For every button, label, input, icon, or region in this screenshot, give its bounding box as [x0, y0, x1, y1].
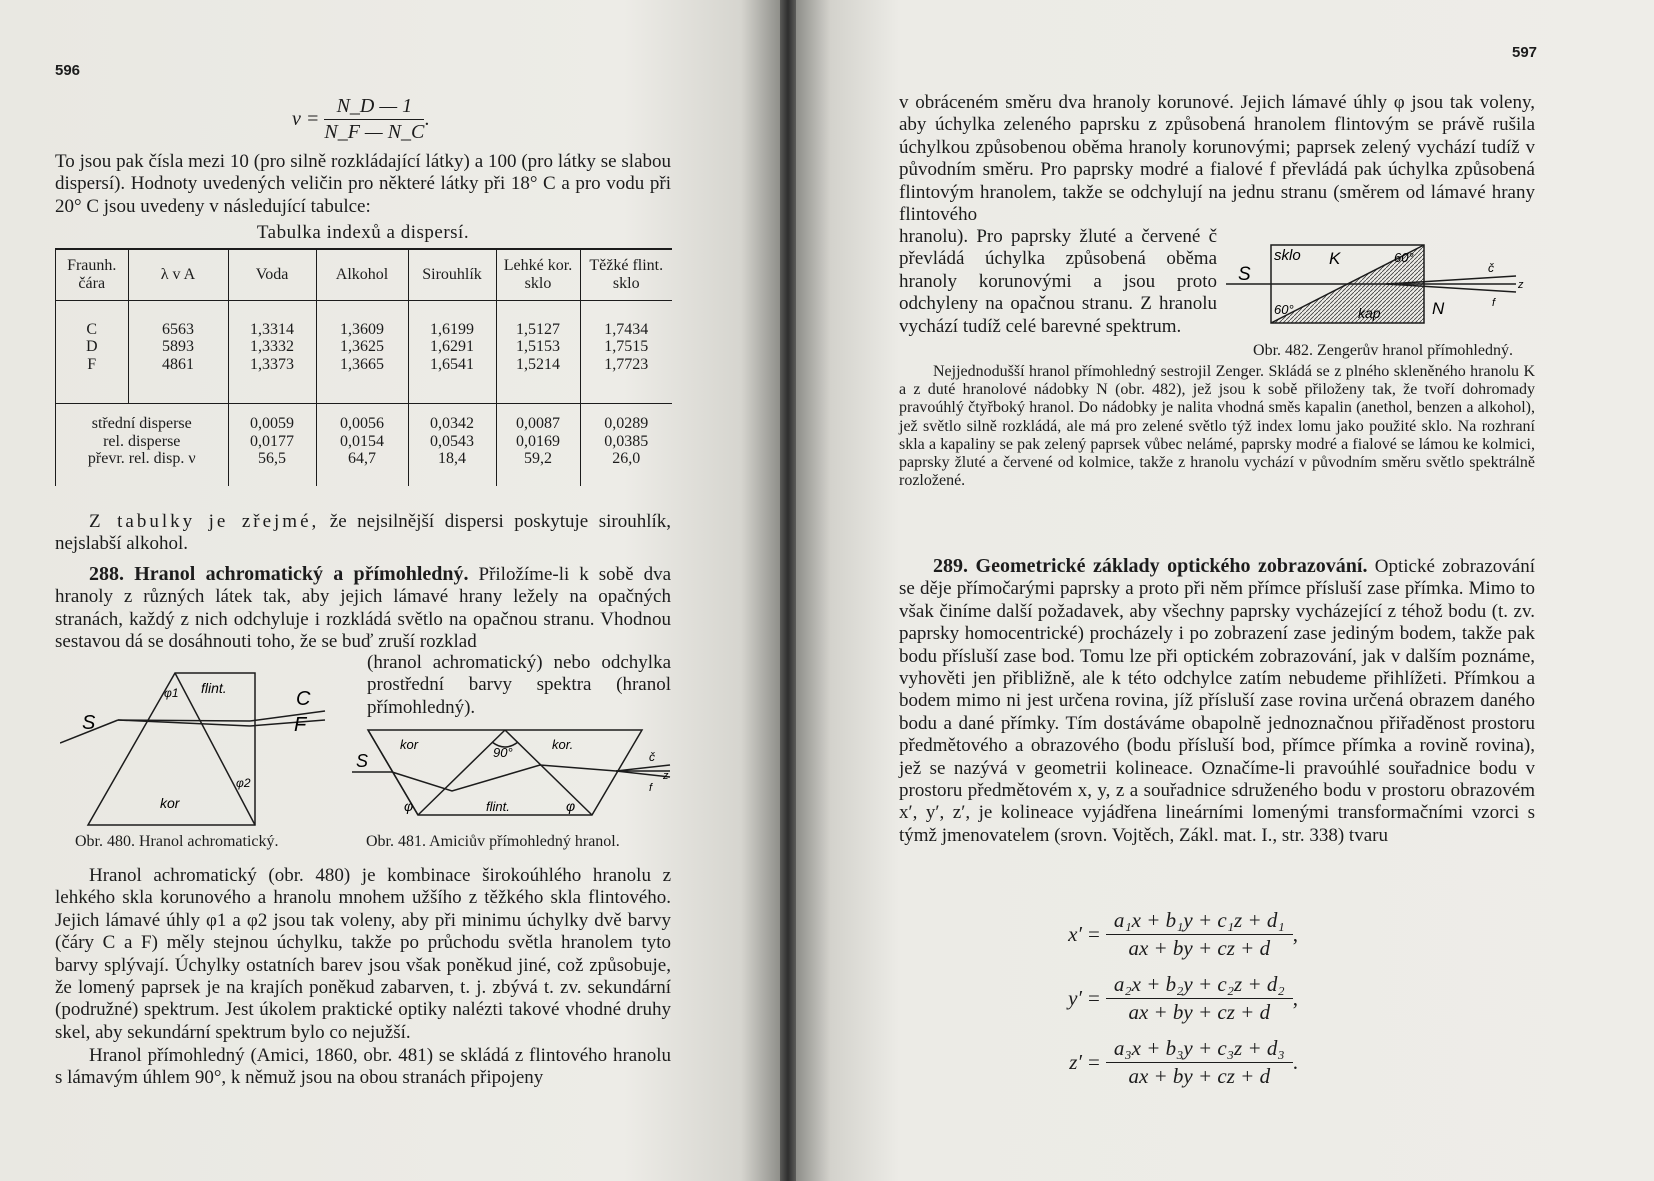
- formula-end: .: [424, 108, 430, 130]
- paragraph-achromatic: Hranol achromatický (obr. 480) je kombinace širokoúhlého hranolu z lehkého skla korunového a hranolu mnohem užšího z těžkého skla flintového. Jejich lámavé úhly φ1 a φ2 jsou tak voleny, aby při minimu úchylky dvě barvy (čáry C a F) měly stejnou úchylku, takže po průchodu světla hranolem tyto barvy splývají. Úchylky ostatních barev jsou však poněkud jiné, což způsobuje, že lomený paprsek je na krajích poněkud zabarven, t. j. zbývá t. zv. sekundární (podružné) spektrum. Jest úkolem praktické optiky nalézti takové vhodné druhy skel, aby sekundární spektrum bylo co nejužší.: [55, 865, 671, 1043]
- equation-lhs: x′: [1068, 922, 1082, 946]
- label-phi-left: φ: [404, 798, 414, 814]
- table-cell: 1,3665: [316, 356, 408, 374]
- intro-paragraph: To jsou pak čísla mezi 10 (pro silně rozkládající látky) a 100 (pro látky se slabou dispersí). Hodnoty uvedených veličin pro některé látky při 18° C a pro vodu při 20° C jsou uvedeny v následující tabulce:: [55, 151, 671, 217]
- formula-denominator: N_F — N_C: [324, 121, 425, 143]
- equation-numerator: a₂x + b₂y + c₂z + d₂: [1106, 972, 1293, 999]
- table-header-row: [56, 250, 672, 301]
- table-cell: 0,0385: [580, 433, 672, 451]
- paragraph-continue: v obráceném směru dva hranoly korunové. Jejich lámavé úhly φ jsou tak voleny, aby úchylka zeleného paprsku z způsobená hranolem flintovým se právě rušila úchylkou způsobenou oběma hranoly korunovými; paprsek zelený vychází tudíž v původním směru. Pro paprsky modré a fialové f převládá pak úchylka způsobená flintovým hranolem, takže se odchylují na jednu stranu (směrem od lámavé hrany flintového: [899, 92, 1535, 226]
- label-60-bottom: 60°: [1274, 302, 1294, 317]
- right-page: [796, 0, 1654, 1181]
- page-number: 597: [1512, 44, 1538, 61]
- label-z: z: [1518, 279, 1524, 291]
- label-phi-right: φ: [566, 798, 576, 814]
- label-f: f: [649, 782, 653, 794]
- table-cell: 0,0177: [228, 433, 316, 451]
- ray-path: [392, 765, 616, 791]
- paragraph-continue-narrow: hranolu). Pro paprsky žluté a červené č převládá úchylka způsobená oběma hranoly korunovými a jsou proto odchyleny na opačnou stranu. Z hranolu vychází tudíž celé barevné spektrum.: [899, 226, 1217, 337]
- table-cell: 1,6541: [408, 356, 496, 374]
- table-cell: 0,0087: [496, 415, 580, 433]
- table-cell: 0,0056: [316, 415, 408, 433]
- ray-c: [250, 711, 325, 721]
- section-288: [55, 563, 671, 654]
- section-289-heading: 289. Geometrické základy optického zobrazování.: [933, 555, 1368, 577]
- dispersion-table: [55, 248, 672, 486]
- table-cell: 56,5: [228, 450, 316, 468]
- table-conclusion: [55, 511, 671, 556]
- equation-lhs: y′: [1068, 986, 1082, 1010]
- label-glass: sklo: [1274, 247, 1301, 264]
- table-cell: 0,0169: [496, 433, 580, 451]
- table-row: [56, 433, 672, 451]
- label-kor: kor: [160, 795, 180, 811]
- table-row: [56, 301, 672, 321]
- table-cell: 1,3373: [228, 356, 316, 374]
- equation-denominator: ax + by + cz + d: [1128, 1064, 1271, 1088]
- table-row: [56, 450, 672, 468]
- section-289: [899, 555, 1535, 847]
- table-cell: 59,2: [496, 450, 580, 468]
- section-288-text-beside-figure: (hranol achromatický) nebo odchylka prostřední barvy spektra (hranol přímohledný).: [367, 652, 671, 718]
- figure-480: [60, 665, 350, 835]
- table-cell: 1,6199: [408, 321, 496, 339]
- table-cell: střední disperse: [91, 415, 192, 433]
- ray-f: [250, 720, 325, 726]
- table-cell: 1,5153: [496, 338, 580, 356]
- table-cell: 6563: [128, 321, 228, 339]
- equation-lhs: z′: [1069, 1050, 1082, 1074]
- table-cell: 1,7515: [580, 338, 672, 356]
- table-header: Těžké flint. sklo: [580, 250, 672, 301]
- label-60-top: 60°: [1394, 250, 1414, 265]
- table-cell: 0,0059: [228, 415, 316, 433]
- table-cell: 26,0: [580, 450, 672, 468]
- table-title: Tabulka indexů a dispersí.: [256, 222, 470, 243]
- table-header: Sirouhlík: [408, 250, 496, 301]
- table-row: [56, 321, 672, 339]
- table-cell: 64,7: [316, 450, 408, 468]
- book-gutter: [780, 0, 796, 1181]
- equation-z: z′ = $\frac{\text{a₃x + b₃y + c₃z + d₃}}{ax + by + cz + d}$ .: [1048, 1036, 1298, 1089]
- equation-denominator: ax + by + cz + d: [1128, 936, 1271, 960]
- table-row: [56, 373, 672, 403]
- table-row: [56, 403, 672, 415]
- label-s: S: [82, 712, 96, 734]
- table-cell: 1,5127: [496, 321, 580, 339]
- label-phi2: φ2: [236, 776, 251, 790]
- label-s: S: [1238, 264, 1251, 285]
- ray-f: [616, 771, 670, 777]
- table-cell: 1,3609: [316, 321, 408, 339]
- table-cell: 0,0154: [316, 433, 408, 451]
- table-cell: 0,0342: [408, 415, 496, 433]
- table-cell: převr. rel. disp. ν: [87, 450, 196, 468]
- table-row: [56, 468, 672, 486]
- formula-numerator: N_D — 1: [324, 95, 424, 120]
- figure-480-caption: Obr. 480. Hranol achromatický.: [75, 833, 279, 850]
- section-288-text: Přiložíme-li k sobě dva hranoly z různých látek tak, aby jejich lámavé hrany ležely na opačných stranách, každý z nich odchyluje i rozkládá světlo na opačnou stranu. Vhodnou sestavou dá se dosáhnouti toho, že se buď zruší rozklad: [55, 564, 671, 653]
- label-c: č: [649, 750, 655, 764]
- table-header: Voda: [228, 250, 316, 301]
- table-cell: 4861: [128, 356, 228, 374]
- table-cell: 1,6291: [408, 338, 496, 356]
- table-cell: F: [87, 355, 97, 373]
- label-f: f: [1492, 297, 1496, 309]
- label-kap: kap: [1358, 305, 1381, 321]
- label-z: z: [663, 770, 669, 782]
- achromatic-prism-diagram: [60, 665, 350, 835]
- equation-y: y′ = $\frac{\text{a₂x + b₂y + c₂z + d₂}}{ax + by + cz + d}$ ,: [1048, 972, 1298, 1025]
- paragraph-direct-vision: Hranol přímohledný (Amici, 1860, obr. 481) se skládá z flintového hranolu s lámavým úhlem 90°, k němuž jsou na obou stranách připojeny: [55, 1045, 671, 1089]
- label-kor-left: kor: [400, 737, 419, 752]
- label-k: K: [1329, 249, 1341, 268]
- table-cell: 1,5214: [496, 356, 580, 374]
- table-cell: 5893: [128, 338, 228, 356]
- abbe-number-formula: [292, 95, 429, 144]
- conclusion-spaced: Z tabulky je zřejmé,: [89, 511, 320, 532]
- page-number: 596: [55, 62, 81, 79]
- label-flint: flint.: [201, 680, 227, 696]
- amici-prism-diagram: [352, 727, 672, 827]
- table-cell: D: [85, 338, 98, 356]
- figure-482: [1226, 240, 1526, 330]
- label-f: F: [294, 714, 307, 736]
- label-kor-right: kor.: [552, 737, 574, 752]
- ray-c: [616, 765, 670, 771]
- table-cell: 1,3332: [228, 338, 316, 356]
- table-cell: 1,7434: [580, 321, 672, 339]
- label-s: S: [356, 751, 369, 771]
- label-phi1: φ1: [164, 686, 179, 700]
- label-n: N: [1432, 299, 1445, 318]
- table-cell: 1,7723: [580, 356, 672, 374]
- table-cell: 1,3625: [316, 338, 408, 356]
- table-row: [56, 415, 672, 433]
- label-c: č: [1488, 261, 1494, 275]
- equation-numerator: a₃x + b₃y + c₃z + d₃: [1106, 1036, 1293, 1063]
- figure-481-caption: Obr. 481. Amiciův přímohledný hranol.: [366, 833, 620, 850]
- table-header: Alkohol: [316, 250, 408, 301]
- figure-481: [352, 727, 672, 827]
- label-90: 90°: [493, 745, 513, 760]
- formula-fraction: [324, 95, 424, 144]
- dispersion-table-grid: [56, 250, 672, 486]
- table-cell: 0,0289: [580, 415, 672, 433]
- section-289-text: Optické zobrazování se děje přímočarými paprsky a proto při něm přímce přísluší zase přímka. Mimo to však činíme další požadavek, aby všechny paprsky vycházející z téhož bodu (t. zv. paprsky homocentrické) procházely i po zobrazení zase jediným bodem, takže pak bodu přísluší zase bod. Tomu lze při optickém zobrazování, jak v dalším poznáme, vyhověti jen přibližně, ale k této odchylce zatím nebudeme přihlížeti. Přímkou a bodem mimo ni jest určena rovina, jíž přísluší zase rovina určená obrazem daného bodu a dané přímky. Tím dostáváme obapolně jednoznačnou přiřaděnost prostoru předmětového a obrazového (bodu přísluší bod, přímce přímka a rovině rovina), jež se nazývá v geometrii kolineace. Označíme-li pravoúhlé souřadnice bodu v prostoru předmětovém x, y, z a souřadnice sdruženého bodu v prostoru obrazovém x′, y′, z′, je kolineace vyjádřena lineárními lomenými transformačními vzorci s týmž jmenovatelem (srovn. Vojtěch, Zákl. mat. I., str. 338) tvaru: [899, 556, 1536, 846]
- table-header: Lehké kor. sklo: [496, 250, 580, 301]
- equation-numerator: a₁x + b₁y + c₁z + d₁: [1106, 908, 1293, 935]
- table-header: λ v A: [128, 250, 228, 301]
- label-c: C: [296, 688, 311, 710]
- left-page: [0, 0, 780, 1181]
- label-flint: flint.: [486, 799, 510, 814]
- table-header: Fraunh. čára: [56, 250, 128, 301]
- table-cell: rel. disperse: [103, 432, 181, 450]
- table-cell: 0,0543: [408, 433, 496, 451]
- equation-denominator: ax + by + cz + d: [1128, 1000, 1271, 1024]
- section-288-heading: 288. Hranol achromatický a přímohledný.: [89, 563, 469, 585]
- equation-x: x′ = $\frac{\text{a₁x + b₁y + c₁z + d₁}}{ax + by + cz + d}$ ,: [1048, 908, 1298, 961]
- formula-lhs: ν =: [292, 108, 320, 130]
- zenger-paragraph: Nejjednodušší hranol přímohledný sestrojil Zenger. Skládá se z plného skleněného hranolu K a z duté hranolové nádobky N (obr. 482), jež jsou k sobě přiloženy tak, že tvoří dohromady pravoúhlý čtyřboký hranol. Do nádobky je nalita vhodná směs kapalin (anethol, benzen a alkohol), jež světlo silně rozkládá, ale má pro zelené světlo týž index lomu jako použité sklo. Na rozhraní skla a kapaliny se pak zelený paprsek vůbec nelámé, paprsky modré a fialové se lámou ke kolmici, paprsky žluté a červené od kolmice, takže z hranolu vychází v původním směru světlo spektrálně rozložené.: [899, 363, 1535, 490]
- table-row: [56, 356, 672, 374]
- figure-482-caption: Obr. 482. Zengerův hranol přímohledný.: [1253, 342, 1513, 359]
- zenger-prism-diagram: [1226, 240, 1526, 330]
- table-cell: 1,3314: [228, 321, 316, 339]
- table-cell: C: [86, 320, 98, 338]
- table-cell: 18,4: [408, 450, 496, 468]
- table-row: [56, 338, 672, 356]
- conclusion-rest: že nejsilnější dispersi poskytuje sirouhlík, nejslabší alkohol.: [55, 511, 671, 555]
